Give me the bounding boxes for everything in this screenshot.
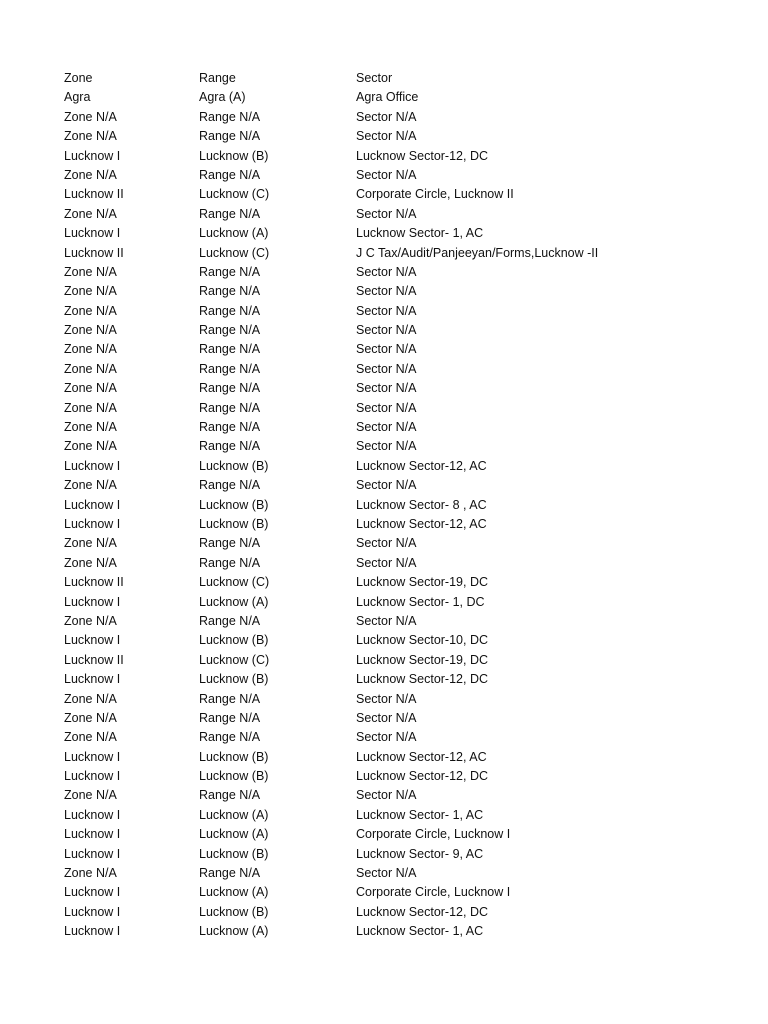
- table-row: [64, 360, 744, 379]
- table-row: [64, 379, 744, 398]
- cell-range: Range N/A: [199, 264, 261, 279]
- cell-sector: Sector N/A: [356, 206, 417, 221]
- cell-range: Range N/A: [199, 420, 261, 435]
- cell-sector: Lucknow Sector-12, AC: [356, 458, 487, 473]
- table-row: [64, 534, 744, 553]
- table-row: [64, 651, 744, 670]
- table-row: [64, 476, 744, 495]
- table-row: [64, 205, 744, 224]
- cell-range: Range N/A: [199, 866, 261, 881]
- cell-sector: Sector N/A: [356, 342, 417, 357]
- table-row: [64, 418, 744, 437]
- cell-zone: Lucknow I: [64, 148, 121, 163]
- cell-zone: Zone N/A: [64, 167, 117, 182]
- cell-range: Lucknow (B): [199, 904, 269, 919]
- cell-sector: Sector N/A: [356, 710, 417, 725]
- cell-sector: Sector N/A: [356, 129, 417, 144]
- cell-zone: Lucknow I: [64, 885, 121, 900]
- cell-zone: Zone N/A: [64, 400, 117, 415]
- cell-range: Range N/A: [199, 381, 261, 396]
- cell-zone: Zone N/A: [64, 420, 117, 435]
- cell-zone: Lucknow I: [64, 633, 121, 648]
- cell-sector: Lucknow Sector-19, DC: [356, 652, 489, 667]
- header-sector: Sector: [356, 71, 393, 85]
- cell-sector: Sector N/A: [356, 381, 417, 396]
- cell-sector: Lucknow Sector-12, DC: [356, 672, 489, 687]
- header-zone: Zone: [64, 71, 93, 85]
- cell-sector: Corporate Circle, Lucknow I: [356, 885, 511, 900]
- cell-zone: Zone N/A: [64, 710, 117, 725]
- table-row: [64, 496, 744, 515]
- table-row: [64, 883, 744, 902]
- cell-range: Lucknow (B): [199, 769, 269, 784]
- cell-sector: Sector N/A: [356, 439, 417, 454]
- cell-sector: Sector N/A: [356, 555, 417, 570]
- table-row: [64, 922, 744, 941]
- cell-sector: Sector N/A: [356, 400, 417, 415]
- cell-zone: Zone N/A: [64, 555, 117, 570]
- cell-range: Range N/A: [199, 788, 261, 803]
- cell-zone: Lucknow I: [64, 827, 121, 842]
- cell-range: Range N/A: [199, 109, 261, 124]
- cell-sector: Sector N/A: [356, 613, 417, 628]
- cell-sector: Sector N/A: [356, 478, 417, 493]
- table-row: [64, 321, 744, 340]
- table-row: [64, 554, 744, 573]
- cell-zone: Lucknow II: [64, 187, 124, 202]
- cell-sector: Lucknow Sector-19, DC: [356, 575, 489, 590]
- cell-sector: Sector N/A: [356, 788, 417, 803]
- cell-range: Lucknow (B): [199, 148, 269, 163]
- cell-sector: Lucknow Sector- 8 , AC: [356, 497, 487, 512]
- cell-zone: Lucknow I: [64, 672, 121, 687]
- table-row: [64, 515, 744, 534]
- table-row: [64, 282, 744, 301]
- cell-zone: Lucknow II: [64, 575, 124, 590]
- cell-zone: Lucknow II: [64, 652, 124, 667]
- table-row: [64, 670, 744, 689]
- cell-range: Lucknow (C): [199, 245, 270, 260]
- table-row: [64, 612, 744, 631]
- cell-sector: Lucknow Sector- 1, AC: [356, 807, 484, 822]
- cell-range: Lucknow (C): [199, 187, 270, 202]
- cell-zone: Zone N/A: [64, 109, 117, 124]
- table-row: [64, 690, 744, 709]
- cell-sector: Sector N/A: [356, 691, 417, 706]
- table-row: [64, 903, 744, 922]
- cell-zone: Zone N/A: [64, 381, 117, 396]
- cell-range: Range N/A: [199, 129, 261, 144]
- cell-zone: Zone N/A: [64, 361, 117, 376]
- cell-range: Range N/A: [199, 613, 261, 628]
- table-body: [64, 88, 744, 941]
- table-row: [64, 224, 744, 243]
- zone-range-sector-table: [64, 69, 744, 942]
- cell-zone: Zone N/A: [64, 866, 117, 881]
- cell-range: Range N/A: [199, 555, 261, 570]
- cell-range: Range N/A: [199, 400, 261, 415]
- cell-range: Range N/A: [199, 361, 261, 376]
- cell-range: Range N/A: [199, 439, 261, 454]
- cell-zone: Lucknow I: [64, 924, 121, 939]
- cell-sector: Lucknow Sector- 1, AC: [356, 226, 484, 241]
- header-range: Range: [199, 71, 236, 85]
- cell-zone: Lucknow I: [64, 807, 121, 822]
- table-row: [64, 108, 744, 127]
- cell-range: Lucknow (B): [199, 633, 269, 648]
- cell-range: Lucknow (B): [199, 672, 269, 687]
- cell-sector: Sector N/A: [356, 420, 417, 435]
- cell-zone: Zone N/A: [64, 264, 117, 279]
- table-row: [64, 573, 744, 592]
- cell-sector: Lucknow Sector- 9, AC: [356, 846, 484, 861]
- cell-zone: Lucknow I: [64, 769, 121, 784]
- cell-range: Range N/A: [199, 342, 261, 357]
- cell-range: Range N/A: [199, 167, 261, 182]
- cell-sector: Sector N/A: [356, 866, 417, 881]
- cell-range: Lucknow (A): [199, 827, 269, 842]
- cell-sector: Sector N/A: [356, 361, 417, 376]
- cell-range: Lucknow (C): [199, 652, 270, 667]
- cell-range: Lucknow (B): [199, 749, 269, 764]
- cell-sector: Sector N/A: [356, 284, 417, 299]
- cell-zone: Lucknow I: [64, 594, 121, 609]
- cell-zone: Zone N/A: [64, 284, 117, 299]
- table-row: [64, 845, 744, 864]
- cell-zone: Zone N/A: [64, 342, 117, 357]
- cell-range: Range N/A: [199, 730, 261, 745]
- cell-sector: Corporate Circle, Lucknow II: [356, 187, 514, 202]
- cell-range: Range N/A: [199, 303, 261, 318]
- cell-range: Lucknow (A): [199, 885, 269, 900]
- cell-zone: Lucknow I: [64, 846, 121, 861]
- cell-range: Lucknow (B): [199, 846, 269, 861]
- cell-range: Lucknow (B): [199, 516, 269, 531]
- cell-range: Lucknow (A): [199, 594, 269, 609]
- cell-zone: Zone N/A: [64, 129, 117, 144]
- cell-zone: Lucknow I: [64, 226, 121, 241]
- table-row: [64, 437, 744, 456]
- table-row: [64, 88, 744, 107]
- cell-zone: Lucknow I: [64, 749, 121, 764]
- table-row: [64, 806, 744, 825]
- table-row: [64, 340, 744, 359]
- table-row: [64, 864, 744, 883]
- cell-zone: Zone N/A: [64, 206, 117, 221]
- cell-sector: Agra Office: [356, 90, 419, 105]
- table-row: [64, 399, 744, 418]
- table-row: [64, 767, 744, 786]
- table-row: [64, 786, 744, 805]
- cell-range: Range N/A: [199, 536, 261, 551]
- table-row: [64, 631, 744, 650]
- table-row: [64, 147, 744, 166]
- table-row: [64, 825, 744, 844]
- table-row: [64, 263, 744, 282]
- cell-range: Lucknow (A): [199, 924, 269, 939]
- cell-sector: Lucknow Sector-12, AC: [356, 749, 487, 764]
- cell-zone: Zone N/A: [64, 303, 117, 318]
- cell-range: Range N/A: [199, 478, 261, 493]
- cell-sector: Sector N/A: [356, 264, 417, 279]
- cell-sector: Sector N/A: [356, 303, 417, 318]
- cell-sector: Lucknow Sector-12, DC: [356, 769, 489, 784]
- table-row: [64, 457, 744, 476]
- cell-range: Lucknow (C): [199, 575, 270, 590]
- cell-zone: Lucknow I: [64, 458, 121, 473]
- cell-range: Range N/A: [199, 206, 261, 221]
- table-row: [64, 244, 744, 263]
- cell-zone: Lucknow II: [64, 245, 124, 260]
- cell-range: Range N/A: [199, 284, 261, 299]
- table-row: [64, 127, 744, 146]
- cell-zone: Zone N/A: [64, 536, 117, 551]
- cell-sector: Lucknow Sector-12, AC: [356, 516, 487, 531]
- cell-range: Lucknow (A): [199, 807, 269, 822]
- cell-range: Range N/A: [199, 323, 261, 338]
- cell-range: Lucknow (B): [199, 497, 269, 512]
- cell-sector: Lucknow Sector-12, DC: [356, 904, 489, 919]
- table-row: [64, 709, 744, 728]
- cell-zone: Lucknow I: [64, 497, 121, 512]
- cell-sector: Sector N/A: [356, 167, 417, 182]
- cell-zone: Zone N/A: [64, 788, 117, 803]
- cell-sector: Corporate Circle, Lucknow I: [356, 827, 511, 842]
- cell-zone: Zone N/A: [64, 691, 117, 706]
- cell-sector: J C Tax/Audit/Panjeeyan/Forms,Lucknow -II: [356, 245, 599, 260]
- table-row: [64, 185, 744, 204]
- cell-sector: Sector N/A: [356, 109, 417, 124]
- cell-zone: Lucknow I: [64, 904, 121, 919]
- cell-range: Range N/A: [199, 691, 261, 706]
- cell-sector: Sector N/A: [356, 323, 417, 338]
- cell-range: Agra (A): [199, 90, 246, 105]
- cell-sector: Sector N/A: [356, 536, 417, 551]
- table-row: [64, 166, 744, 185]
- table-row: [64, 748, 744, 767]
- table-row: [64, 593, 744, 612]
- cell-sector: Lucknow Sector-12, DC: [356, 148, 489, 163]
- cell-zone: Lucknow I: [64, 516, 121, 531]
- table-row: [64, 728, 744, 747]
- cell-sector: Lucknow Sector-10, DC: [356, 633, 489, 648]
- cell-sector: Sector N/A: [356, 730, 417, 745]
- cell-zone: Zone N/A: [64, 323, 117, 338]
- cell-zone: Zone N/A: [64, 613, 117, 628]
- cell-sector: Lucknow Sector- 1, DC: [356, 594, 485, 609]
- cell-zone: Zone N/A: [64, 439, 117, 454]
- cell-zone: Zone N/A: [64, 730, 117, 745]
- cell-range: Range N/A: [199, 710, 261, 725]
- table-row: [64, 302, 744, 321]
- cell-sector: Lucknow Sector- 1, AC: [356, 924, 484, 939]
- table-header-row: [64, 69, 744, 88]
- cell-zone: Agra: [64, 90, 91, 105]
- cell-range: Lucknow (B): [199, 458, 269, 473]
- cell-zone: Zone N/A: [64, 478, 117, 493]
- cell-range: Lucknow (A): [199, 226, 269, 241]
